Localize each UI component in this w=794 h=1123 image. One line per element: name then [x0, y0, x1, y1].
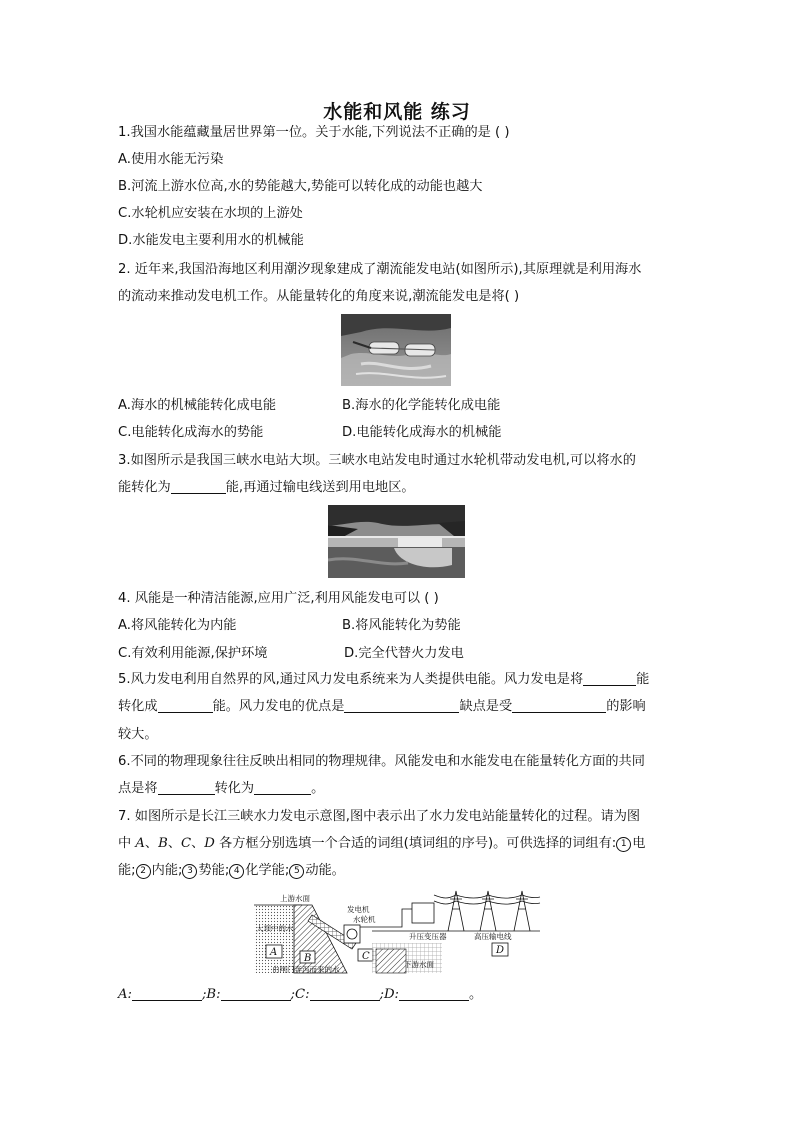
q5-line1	[118, 671, 649, 689]
label-generator: 发电机	[347, 905, 370, 914]
q4-stem: 4. 风能是一种清洁能源,应用广泛,利用风能发电可以 ( )	[118, 591, 439, 606]
q6-text-2a: 点是将	[118, 781, 158, 796]
q7-option-3-marker: 3	[182, 864, 197, 879]
q7-sep-2: 、	[167, 836, 181, 851]
q1-stem: 1.我国水能蕴藏量居世界第一位。关于水能,下列说法不正确的是 ( )	[118, 125, 510, 140]
q7-line3	[118, 862, 345, 880]
reservoir-water	[254, 905, 294, 973]
q5-blank-3[interactable]	[344, 698, 459, 713]
q5-text-2b: 能。风力发电的优点是	[212, 699, 345, 714]
q4-option-a: A.将风能转化为内能	[118, 618, 237, 633]
box-c-letter: C	[362, 951, 370, 962]
q3-answer-blank[interactable]	[171, 479, 226, 494]
q1-option-b: B.河流上游水位高,水的势能越大,势能可以转化成的动能也越大	[118, 179, 483, 194]
q5-text-1a: 5.风力发电利用自然界的风,通过风力发电系统来为人类提供电能。风力发电是将	[118, 672, 584, 687]
q7-answer-b-blank[interactable]	[221, 986, 291, 1001]
q7-text-2a: 中	[118, 836, 136, 851]
q6-line1: 6.不同的物理现象往往反映出相同的物理规律。风能发电和水能发电在能量转化方面的共同	[118, 754, 645, 769]
q7-option-4-text: 化学能;	[245, 863, 290, 878]
box-a-letter: A	[270, 947, 278, 958]
q1-option-a: A.使用水能无污染	[118, 152, 224, 167]
q7-sep-3: 、	[191, 836, 205, 851]
transformer-body	[412, 903, 434, 923]
q7-option-5-text: 动能。	[305, 863, 345, 878]
q7-answer-c-blank[interactable]	[310, 986, 380, 1001]
q6-text-2b: 转化为	[214, 781, 255, 796]
q7-option-3-text: 势能;	[198, 863, 230, 878]
q7-answer-c-label: ;C:	[290, 987, 310, 1002]
q7-text-2b: 各方框分别选填一个合适的词组(填词组的序号)。可供选择的词组有:	[214, 836, 617, 851]
q4-option-d: D.完全代替火力发电	[344, 646, 464, 661]
page-title: 水能和风能 练习	[323, 101, 471, 123]
q7-letter-a: A	[135, 836, 145, 851]
q4-option-c: C.有效利用能源,保护环境	[118, 646, 268, 661]
box-b-letter: B	[304, 953, 312, 964]
q2-stem-line1: 2. 近年来,我国沿海地区利用潮汐现象建成了潮流能发电站(如图所示),其原理就是利用海水	[118, 262, 642, 277]
turbine-wheel	[347, 929, 357, 939]
q7-line1: 7. 如图所示是长江三峡水力发电示意图,图中表示出了水力发电站能量转化的过程。请为图	[118, 809, 641, 824]
label-gate-water: 由闸门奔泻而来的水	[272, 965, 340, 974]
q3-text-pre: 能转化为	[118, 480, 171, 495]
q7-answer-end: 。	[469, 987, 483, 1002]
label-hv-line: 高压输电线	[474, 932, 512, 941]
q6-text-2c: 。	[311, 781, 325, 796]
q3-text-post: 能,再通过输电线送到用电地区。	[225, 480, 415, 495]
q5-blank-2[interactable]	[158, 698, 213, 713]
hydropower-diagram	[252, 887, 542, 979]
q7-answer-line	[118, 986, 482, 1004]
tidal-station-photo	[341, 314, 451, 386]
label-transformer: 升压变压器	[409, 932, 447, 941]
q7-letter-c: C	[181, 836, 192, 851]
q7-answer-a-blank[interactable]	[132, 986, 202, 1001]
q5-line2	[118, 698, 646, 716]
q7-sep-1: 、	[144, 836, 159, 851]
q5-blank-1[interactable]	[583, 671, 636, 686]
q7-answer-a-label: A:	[118, 987, 132, 1002]
q5-text-1b: 能	[636, 672, 650, 687]
q2-stem-line2: 的流动来推动发电机工作。从能量转化的角度来说,潮流能发电是将( )	[118, 289, 520, 304]
q3-stem-line1: 3.如图所示是我国三峡水电站大坝。三峡水电站发电时通过水轮机带动发电机,可以将水的	[118, 453, 636, 468]
q7-option-4-marker: 4	[229, 864, 244, 879]
q5-text-2d: 的影响	[606, 699, 646, 714]
q7-line2	[118, 835, 645, 853]
q7-option-1-text: 电	[632, 836, 646, 851]
q2-option-c: C.电能转化成海水的势能	[118, 425, 264, 440]
q7-letter-d: D	[204, 836, 215, 851]
q7-text-3a: 能;	[118, 863, 136, 878]
q5-line3: 较大。	[118, 727, 158, 742]
label-upstream: 上游水面	[280, 894, 310, 903]
q5-text-2a: 转化成	[118, 699, 158, 714]
transmission-towers	[434, 891, 540, 931]
q6-line2	[118, 780, 324, 798]
q4-option-b: B.将风能转化为势能	[342, 618, 461, 633]
q7-letter-b: B	[158, 836, 168, 851]
label-downstream: 下游水面	[404, 960, 434, 969]
label-turbine: 水轮机	[353, 915, 376, 924]
three-gorges-dam-photo	[328, 505, 465, 578]
q1-option-c: C.水轮机应安装在水坝的上游处	[118, 206, 303, 221]
box-d-letter: D	[496, 945, 505, 956]
q5-text-2c: 缺点是受	[459, 699, 513, 714]
q7-answer-d-blank[interactable]	[399, 986, 469, 1001]
q3-stem-line2	[118, 479, 415, 497]
q6-blank-1[interactable]	[158, 780, 215, 795]
q7-option-5-marker: 5	[289, 864, 304, 879]
q6-blank-2[interactable]	[254, 780, 311, 795]
q7-option-2-marker: 2	[136, 864, 151, 879]
q1-option-d: D.水能发电主要利用水的机械能	[118, 233, 304, 248]
q7-option-1-marker: 1	[616, 837, 631, 852]
q5-blank-4[interactable]	[512, 698, 606, 713]
q7-option-2-text: 内能;	[151, 863, 183, 878]
q7-answer-d-label: ;D:	[379, 987, 399, 1002]
q7-answer-b-label: ;B:	[201, 987, 221, 1002]
q2-option-b: B.海水的化学能转化成电能	[342, 398, 501, 413]
q2-option-a: A.海水的机械能转化成电能	[118, 398, 277, 413]
label-dam-water: 大坝中的水	[256, 924, 294, 933]
q2-option-d: D.电能转化成海水的机械能	[342, 425, 502, 440]
